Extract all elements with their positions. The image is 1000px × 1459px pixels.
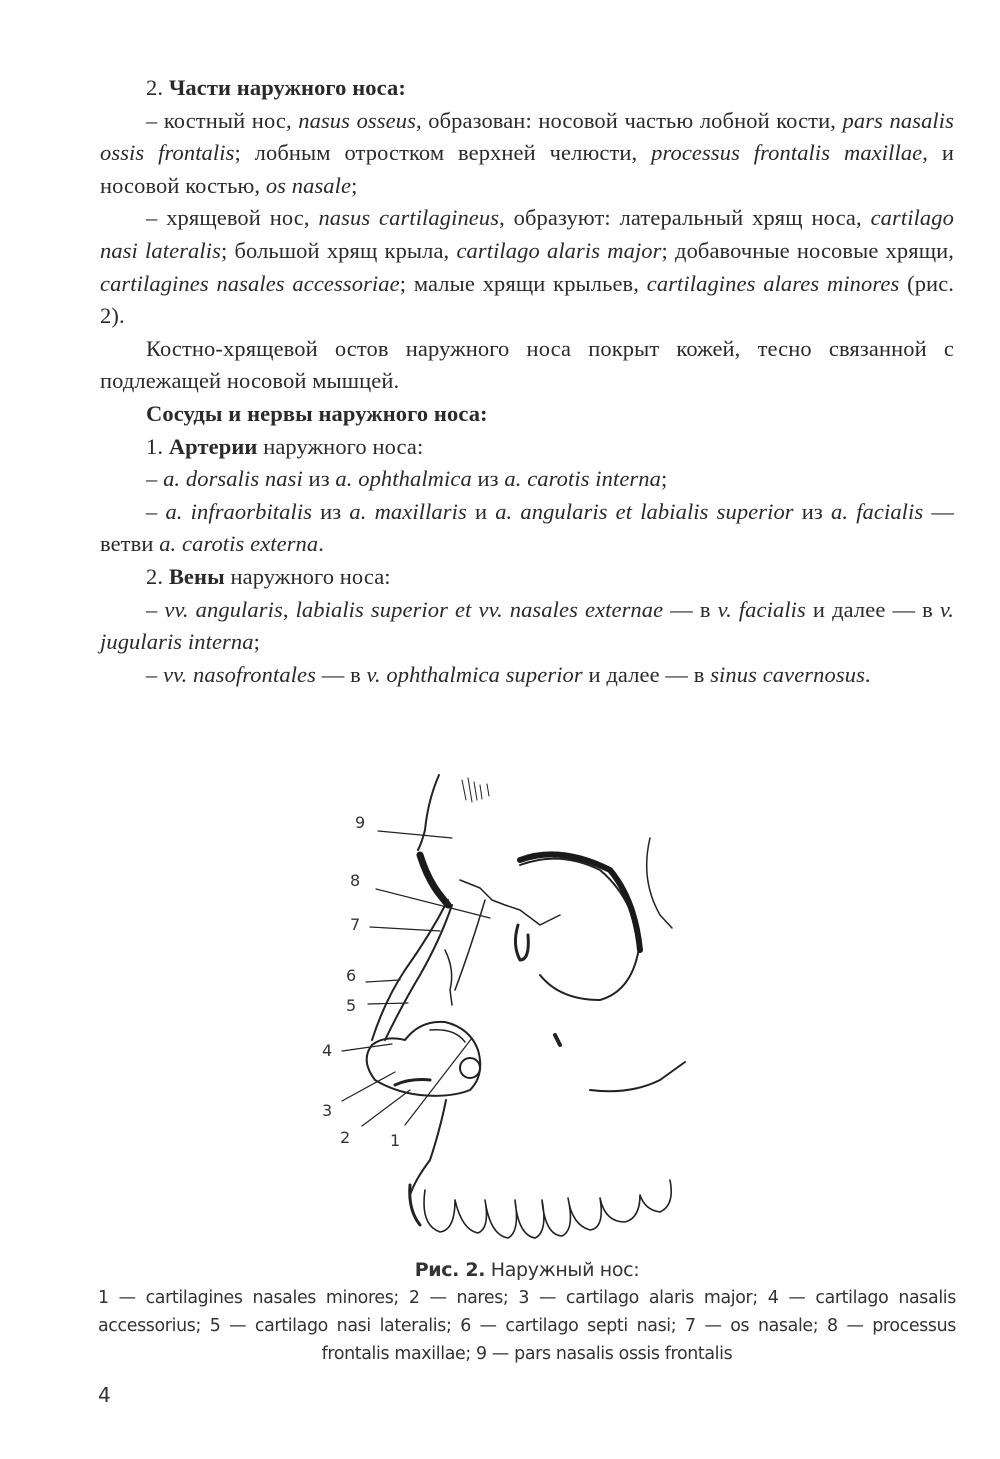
heading-arteries: 1. Артерии наружного носа: (146, 433, 424, 459)
paragraph-skin: Костно-хрящевой остов наружного носа покрыт кожей, тесно связанной с подлежащей носовой мышцей. (100, 335, 954, 394)
artery-item-1: – a. dorsalis nasi из a. ophthalmica из a. carotis interna; (146, 466, 668, 492)
figure-label-4: 4 (322, 1041, 333, 1060)
figure-label-9: 9 (355, 813, 366, 832)
figure-external-nose (310, 765, 710, 1245)
figure-label-8: 8 (350, 871, 361, 890)
caption-legend: 1 — cartilagines nasales minores; 2 — nares; 3 — cartilago alaris major; 4 — cartilago nasalis accessorius; 5 — cartilago nasi lateralis; 6 — cartilago septi nasi; 7 — os nasale; 8 — processus frontalis maxillae; 9 — pars nasalis ossis frontalis (98, 1288, 956, 1364)
figure-label-6: 6 (346, 966, 357, 985)
figure-label-1: 1 (390, 1131, 401, 1150)
heading-parts-title: Части наружного носа: (168, 75, 406, 100)
figure-label-3: 3 (322, 1101, 333, 1120)
artery-item-2: – a. infraorbitalis из a. maxillaris и a. angularis et labialis superior из a. facialis — ветви a. carotis externa. (100, 498, 954, 557)
figure-caption (98, 1256, 956, 1368)
body-text (100, 72, 954, 691)
paragraph-bony-nose: – костный нос, nasus osseus, образован: носовой частью лобной кости, pars nasalis ossis frontalis; лобным отростком верхней челюсти, processus frontalis maxillae, и носовой костью, os nasale; (100, 107, 954, 198)
figure-label-5: 5 (346, 996, 357, 1015)
heading-parts: 2. Части наружного носа: (146, 75, 406, 100)
vein-item-1: – vv. angularis, labialis superior et vv. nasales externae — в v. facialis и далее — в v. jugularis interna; (100, 596, 955, 655)
vein-item-2: – vv. nasofrontales — в v. ophthalmica superior и далее — в sinus cavernosus. (146, 661, 871, 687)
heading-veins: 2. Вены наружного носа: (146, 563, 391, 589)
figure-label-2: 2 (340, 1128, 351, 1147)
caption-title: Рис. 2. Наружный нос: (414, 1259, 640, 1281)
paragraph-cartilage-nose: – хрящевой нос, nasus cartilagineus, образуют: латеральный хрящ носа, cartilago nasi lateralis; большой хрящ крыла, cartilago alaris major; добавочные носовые хрящи, cartilagines nasales accessoriae; малые хрящи крыльев, cartilagines alares minores (рис. 2). (100, 205, 955, 329)
skull-nose-illustration (310, 765, 710, 1245)
page-number: 4 (98, 1383, 111, 1407)
heading-vessels: Сосуды и нервы наружного носа: (146, 400, 488, 426)
figure-label-7: 7 (350, 915, 361, 934)
